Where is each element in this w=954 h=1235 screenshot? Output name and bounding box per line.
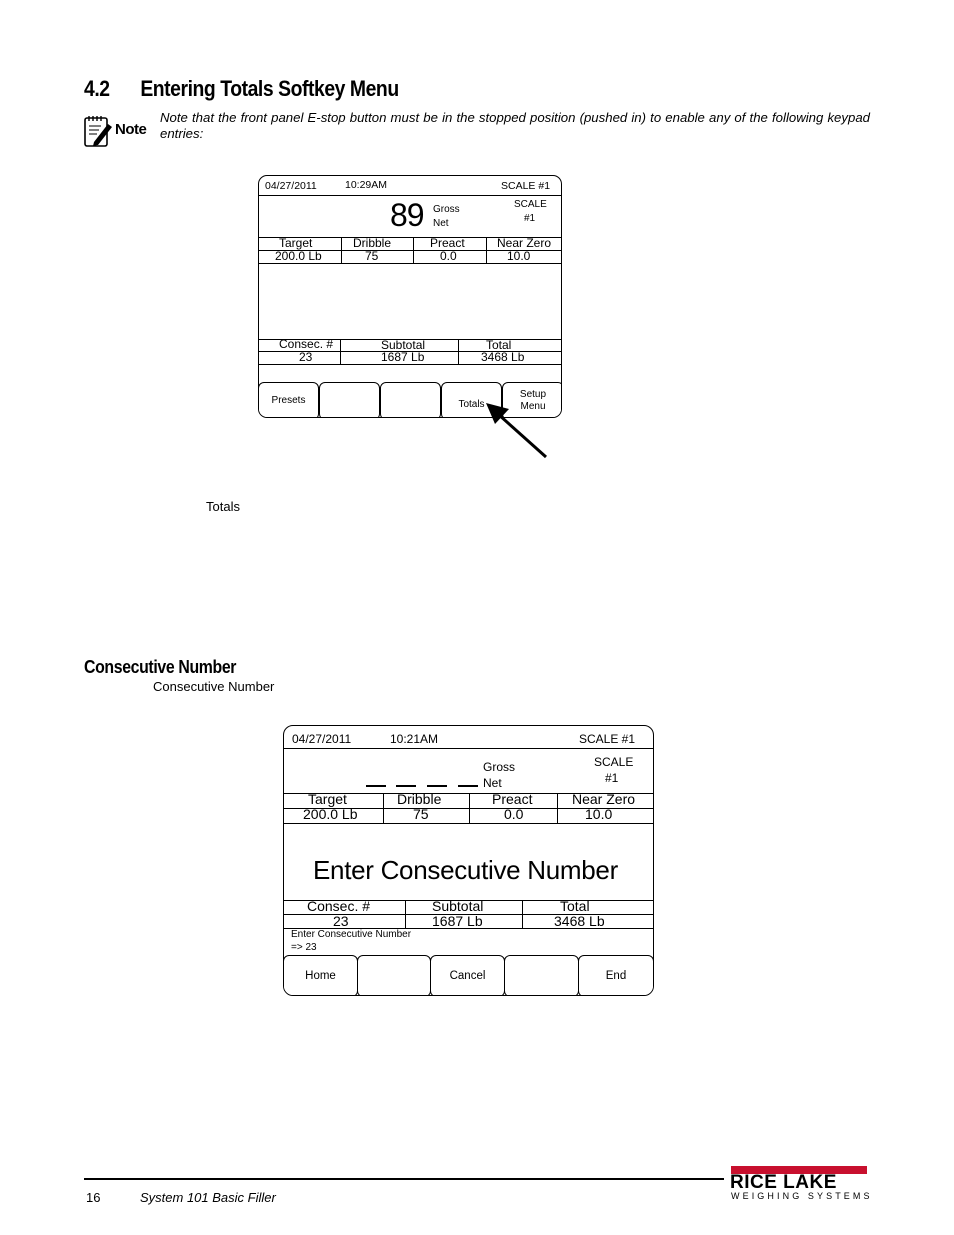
softkey-home[interactable]: Home — [283, 955, 358, 996]
weight-display: 89 — [390, 197, 424, 233]
softkey-label: Setup — [519, 389, 547, 400]
section-number: 4.2 — [84, 76, 110, 101]
page-number: 16 — [86, 1190, 101, 1205]
softkey-presets[interactable]: Presets — [258, 382, 319, 418]
param-value: 10.0 — [507, 249, 531, 263]
param-label: Dribble — [397, 791, 442, 807]
note-text: Note that the front panel E-stop button must be in the stopped position (pushed in) to enable any of the following keypad entries: — [160, 110, 870, 141]
param-label: Near Zero — [497, 236, 552, 250]
param-label: Target — [279, 236, 313, 250]
screen-time: 10:29AM — [345, 179, 388, 191]
total-value: 1687 Lb — [432, 913, 483, 929]
softkey-blank[interactable] — [504, 955, 579, 996]
param-value: 0.0 — [504, 806, 524, 822]
param-label: Near Zero — [572, 791, 636, 807]
total-label: Subtotal — [381, 338, 426, 352]
param-label: Preact — [492, 791, 533, 807]
mode-gross: Gross — [483, 760, 516, 774]
document-title: System 101 Basic Filler — [140, 1190, 276, 1205]
subsection-caption: Consecutive Number — [153, 679, 275, 694]
pointer-arrow-icon — [480, 398, 552, 462]
softkey-label: Menu — [520, 401, 546, 412]
total-label: Consec. # — [279, 337, 334, 351]
param-label: Preact — [430, 236, 465, 250]
total-value: 3468 Lb — [554, 913, 605, 929]
softkey-blank[interactable] — [319, 382, 380, 418]
mode-gross: Gross — [433, 204, 460, 215]
param-value: 200.0 Lb — [275, 249, 322, 263]
subsection-title: Consecutive Number — [84, 657, 237, 677]
param-value: 75 — [413, 806, 429, 822]
softkey-end[interactable]: End — [578, 955, 654, 996]
total-label: Subtotal — [432, 898, 484, 914]
scale-id-label: SCALE — [594, 755, 634, 769]
scale-id-label: SCALE — [514, 199, 547, 210]
screen-scale: SCALE #1 — [579, 732, 636, 746]
total-label: Total — [486, 338, 512, 352]
param-value: 200.0 Lb — [303, 806, 358, 822]
param-value: 10.0 — [585, 806, 613, 822]
param-label: Dribble — [353, 236, 392, 250]
softkey-blank[interactable] — [380, 382, 441, 418]
entry-label: Enter Consecutive Number — [291, 929, 412, 940]
total-value: 3468 Lb — [481, 350, 525, 364]
mode-net: Net — [483, 776, 502, 790]
note-pencil-icon — [84, 114, 114, 148]
total-value: 23 — [299, 350, 313, 364]
footer-rule — [84, 1178, 724, 1180]
total-value: 1687 Lb — [381, 350, 425, 364]
mode-net: Net — [433, 218, 449, 229]
brand-logo: RICE LAKE — [730, 1172, 837, 1193]
totals-caption: Totals — [206, 499, 240, 514]
total-value: 23 — [333, 913, 349, 929]
section-title: Entering Totals Softkey Menu — [140, 76, 399, 101]
prompt-text: Enter Consecutive Number — [313, 855, 618, 885]
consecutive-number-screen — [283, 725, 654, 996]
scale-id-number: #1 — [605, 771, 619, 785]
param-value: 0.0 — [440, 249, 457, 263]
screen-date: 04/27/2011 — [265, 180, 317, 192]
softkey-totals[interactable]: Totals — [441, 382, 502, 418]
brand-logo-sub: WEIGHING SYSTEMS — [731, 1191, 873, 1201]
softkey-blank[interactable] — [357, 955, 431, 996]
screen-time: 10:21AM — [390, 732, 439, 746]
entry-value[interactable]: => 23 — [291, 942, 317, 953]
note-label: Note — [115, 121, 147, 138]
section-heading — [84, 76, 399, 102]
softkey-cancel[interactable]: Cancel — [430, 955, 505, 996]
screen-date: 04/27/2011 — [292, 732, 352, 746]
screen-scale: SCALE #1 — [501, 180, 551, 192]
scale-id-number: #1 — [524, 213, 536, 224]
totals-screen — [258, 175, 562, 418]
total-label: Total — [560, 898, 590, 914]
param-label: Target — [308, 791, 347, 807]
param-value: 75 — [365, 249, 379, 263]
total-label: Consec. # — [307, 898, 371, 914]
